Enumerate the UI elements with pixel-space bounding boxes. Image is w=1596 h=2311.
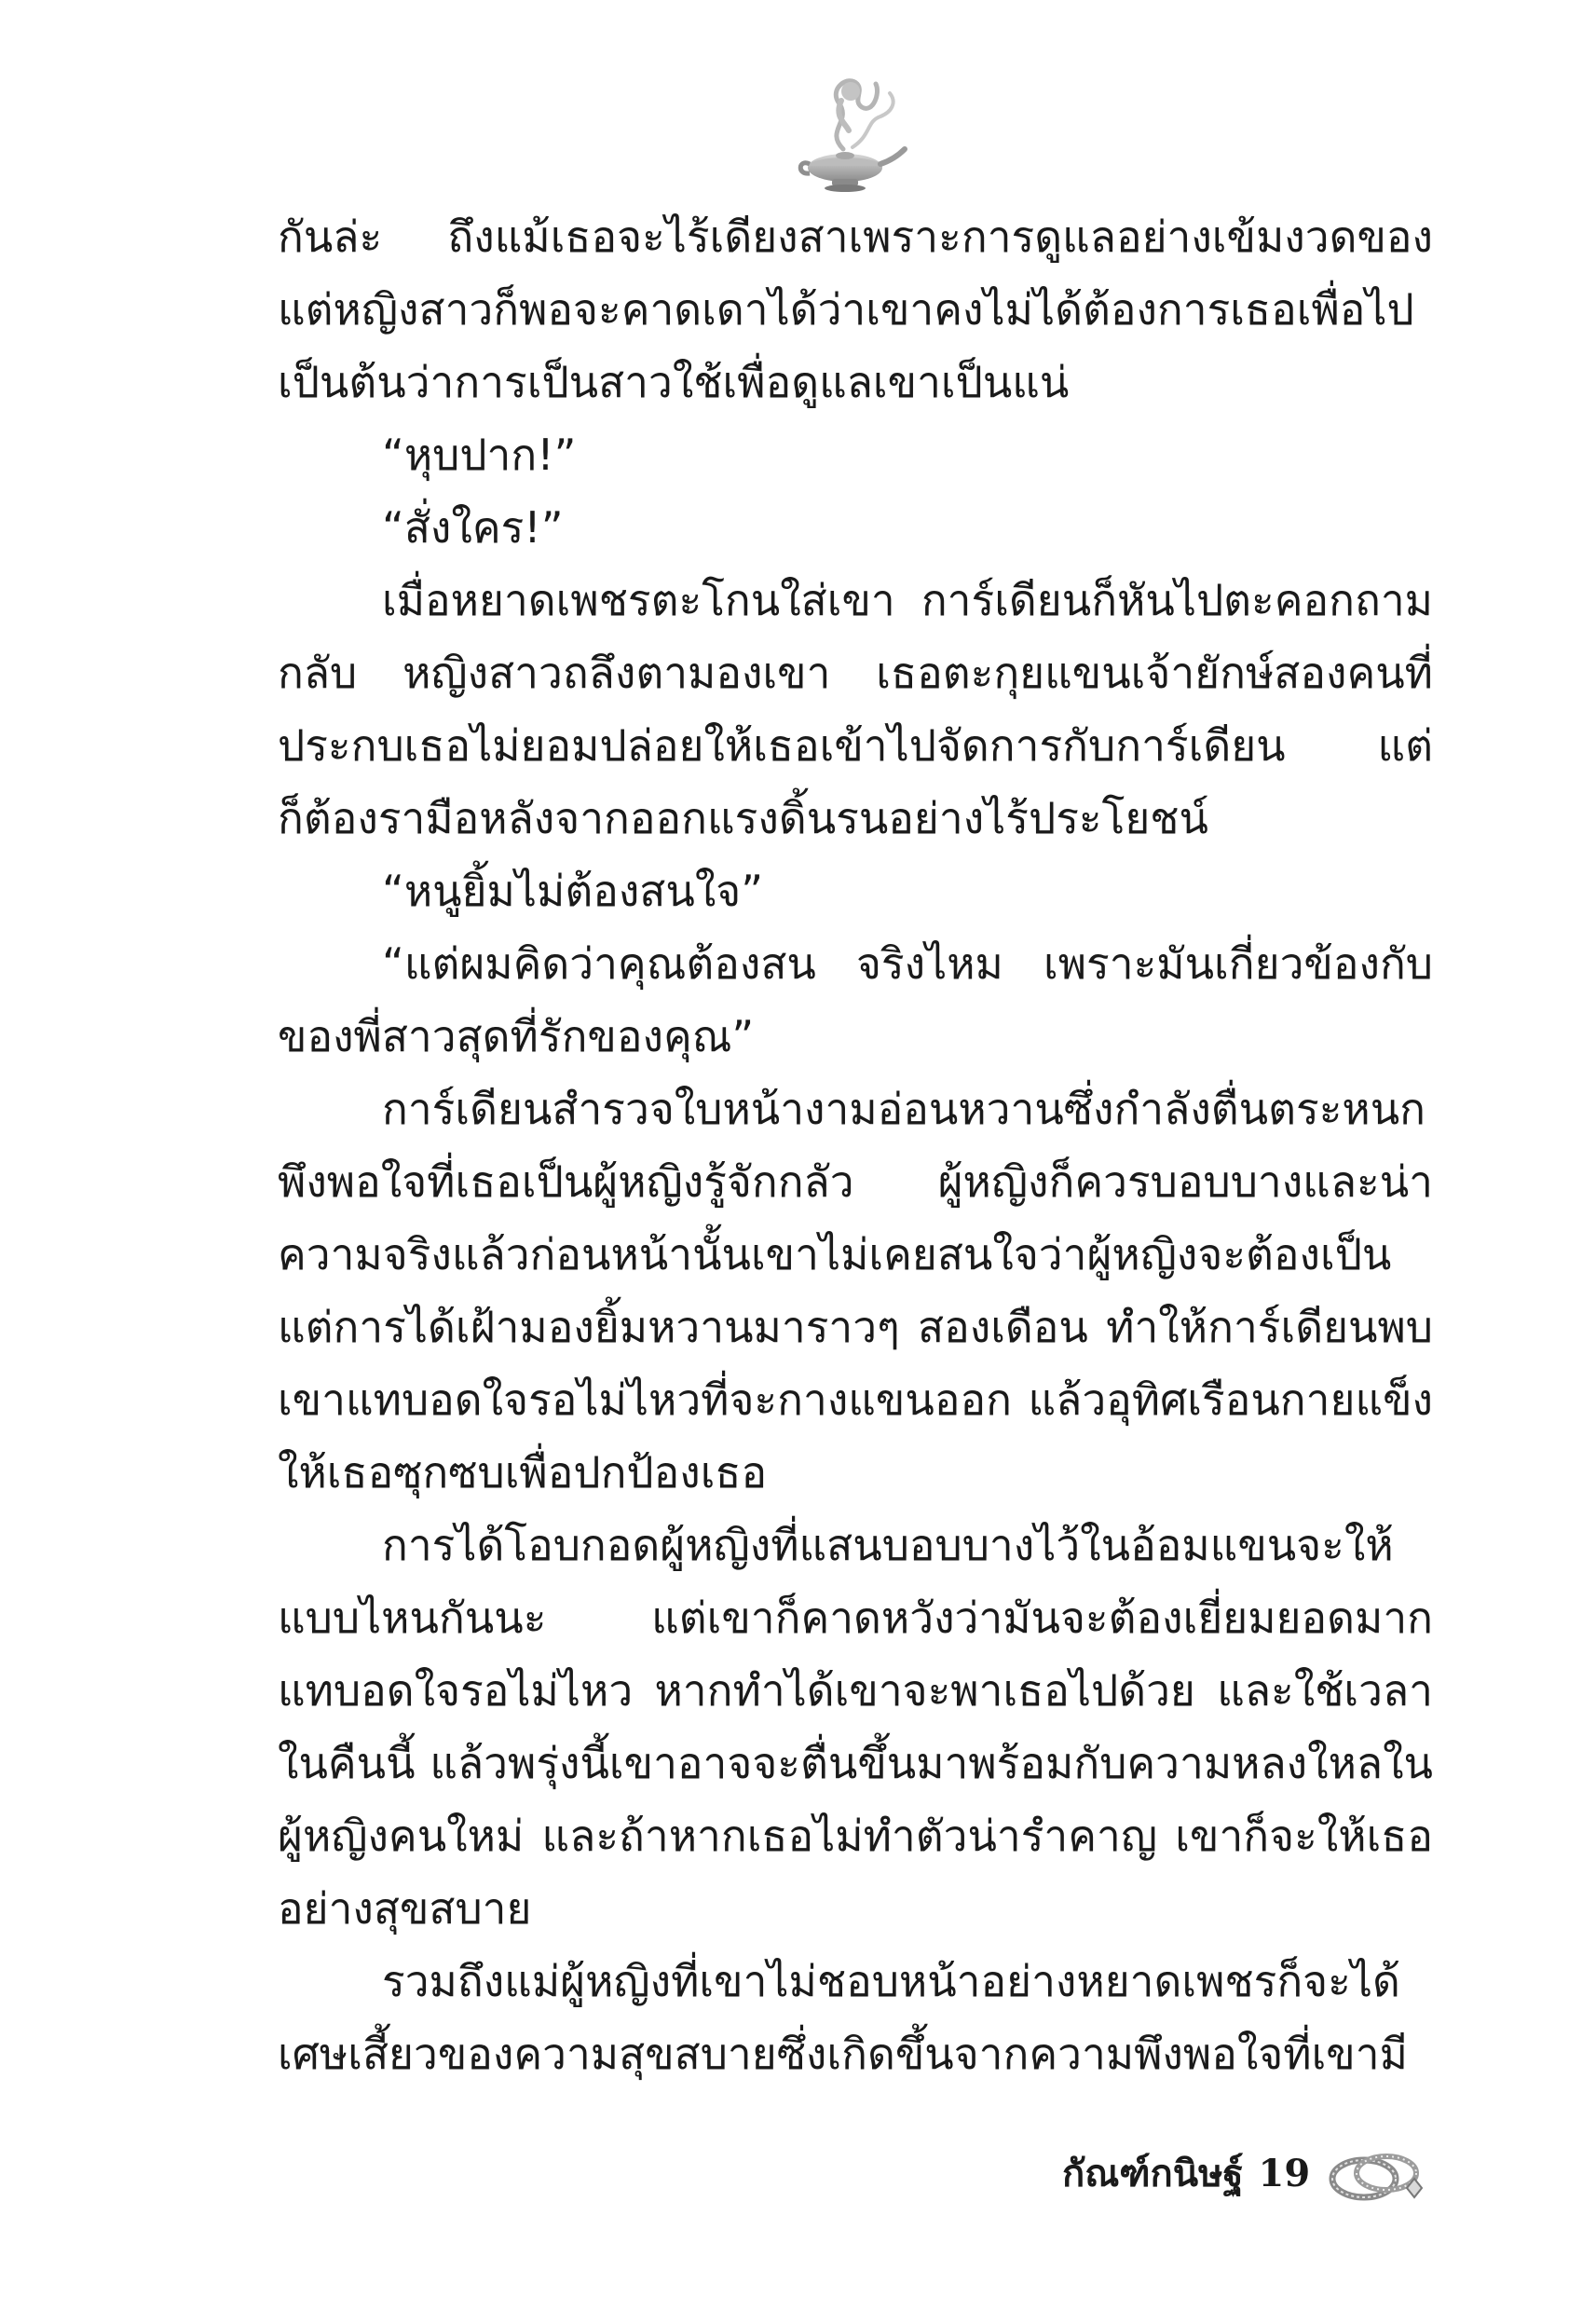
text-line: การ์เดียนสำรวจใบหน้างามอ่อนหวานซึ่งกำลังตื่นตระหนก <box>382 1084 1426 1134</box>
text-line: การได้โอบกอดผู้หญิงที่แสนบอบบางไว้ในอ้อมแขนจะให้ <box>382 1520 1394 1570</box>
text-line: ของพี่สาวสุดที่รักของคุณ” <box>278 1011 755 1061</box>
text-line: ให้เธอซุกซบเพื่อปกป้องเธอ <box>278 1447 768 1497</box>
text-line: แบบไหนกันนะ แต่เขาก็คาดหวังว่ามันจะต้องเยี่ยมยอดมาก <box>278 1593 1433 1643</box>
page-number: 19 <box>1258 2151 1311 2195</box>
text-line: แต่การได้เฝ้ามองยิ้มหวานมาราวๆ สองเดือน ทำให้การ์เดียนพบ <box>278 1302 1433 1352</box>
rings-icon <box>1325 2136 1427 2210</box>
text-line: “สั่งใคร!” <box>382 502 564 553</box>
body-text <box>278 200 1433 2090</box>
genie-lamp-icon <box>787 65 908 196</box>
text-line: ก็ต้องรามือหลังจากออกแรงดิ้นรนอย่างไร้ประโยชน์ <box>278 793 1208 843</box>
text-line: “หุบปาก!” <box>382 430 577 480</box>
text-line: กันล่ะ ถึงแม้เธอจะไร้เดียงสาเพราะการดูแลอย่างเข้มงวดของ <box>278 212 1433 262</box>
text-line: ความจริงแล้วก่อนหน้านั้นเขาไม่เคยสนใจว่าผู้หญิงจะต้องเป็น <box>278 1229 1392 1279</box>
text-line: พึงพอใจที่เธอเป็นผู้หญิงรู้จักกลัว ผู้หญิงก็ควรบอบบางและน่า <box>278 1156 1433 1207</box>
page-footer <box>1062 2136 1427 2210</box>
text-line: เมื่อหยาดเพชรตะโกนใส่เขา การ์เดียนก็หันไปตะคอกถาม <box>382 575 1433 625</box>
text-line: ผู้หญิงคนใหม่ และถ้าหากเธอไม่ทำตัวน่ารำคาญ เขาก็จะให้เธอ <box>278 1811 1433 1861</box>
text-line: กลับ หญิงสาวถลึงตามองเขา เธอตะกุยแขนเจ้ายักษ์สองคนที่ <box>278 648 1433 698</box>
text-line: อย่างสุขสบาย <box>278 1883 532 1934</box>
text-line: เศษเสี้ยวของความสุขสบายซึ่งเกิดขึ้นจากความพึงพอใจที่เขามี <box>278 2029 1408 2079</box>
text-line: รวมถึงแม่ผู้หญิงที่เขาไม่ชอบหน้าอย่างหยาดเพชรก็จะได้ <box>382 1956 1400 2006</box>
running-title: กัณฑ์กนิษฐ์ <box>1062 2152 1244 2195</box>
text-line: ประกบเธอไม่ยอมปล่อยให้เธอเข้าไปจัดการกับการ์เดียน แต่ <box>278 720 1433 771</box>
text-line: “แต่ผมคิดว่าคุณต้องสน จริงไหม เพราะมันเกี่ยวข้องกับ <box>382 938 1433 989</box>
text-line: แต่หญิงสาวก็พอจะคาดเดาได้ว่าเขาคงไม่ได้ต้องการเธอเพื่อไป <box>278 284 1414 335</box>
text-line: เป็นต้นว่าการเป็นสาวใช้เพื่อดูแลเขาเป็นแน่ <box>278 357 1070 407</box>
text-line: “หนูยิ้มไม่ต้องสนใจ” <box>382 866 764 916</box>
text-line: เขาแทบอดใจรอไม่ไหวที่จะกางแขนออก แล้วอุทิศเรือนกายแข็ง <box>278 1374 1433 1425</box>
text-line: ในคืนนี้ แล้วพรุ่งนี้เขาอาจจะตื่นขึ้นมาพร้อมกับความหลงใหลใน <box>278 1738 1433 1788</box>
text-line: แทบอดใจรอไม่ไหว หากทำได้เขาจะพาเธอไปด้วย และใช้เวลา <box>278 1665 1433 1716</box>
